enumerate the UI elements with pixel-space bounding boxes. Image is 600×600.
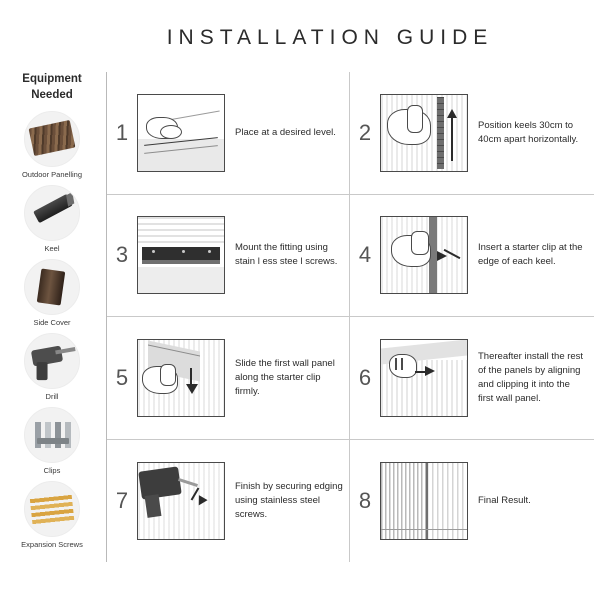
step-number: 4: [358, 242, 372, 268]
equipment-item-side-cover: [0, 259, 104, 327]
slide-panel-illustration: [137, 339, 225, 417]
expansion-screws-icon: [24, 481, 80, 537]
step-8: [350, 440, 593, 563]
equipment-item-clips: [0, 407, 104, 475]
equipment-item-keel: [0, 185, 104, 253]
step-text: Thereafter install the rest of the panels by aligning and clipping it into the first wall panel.: [478, 351, 584, 404]
step-text: Final Result.: [478, 494, 531, 506]
step-number: 6: [358, 364, 372, 390]
drill-icon: [24, 333, 80, 389]
keel-spacing-illustration: [380, 94, 468, 172]
steps-row: [107, 317, 594, 440]
equipment-heading-line2: Needed: [31, 88, 73, 101]
step-text: Place at a desired level.: [235, 126, 336, 138]
step-number: 7: [115, 487, 129, 513]
panelling-icon: [24, 111, 80, 167]
step-number: 2: [358, 119, 372, 145]
step-3: [107, 195, 350, 317]
side-cover-icon: [24, 259, 80, 315]
step-number: 1: [115, 119, 129, 145]
equipment-item-drill: [0, 333, 104, 401]
equipment-panel: [0, 72, 104, 553]
clips-icon: [24, 407, 80, 463]
step-text: Mount the fitting using stain l ess stee l screws.: [235, 242, 338, 268]
step-number: 5: [115, 364, 129, 390]
mount-fitting-illustration: [137, 216, 225, 294]
equipment-item-label: Keel: [44, 244, 60, 254]
step-text: Position keels 30cm to 40cm apart horizontally.: [478, 119, 579, 145]
equipment-item-outdoor-panelling: [0, 111, 104, 179]
step-1: [107, 72, 350, 194]
equipment-heading-line1: Equipment: [22, 73, 82, 85]
equipment-item-expansion-screws: [0, 481, 104, 549]
step-7: [107, 440, 350, 563]
equipment-item-label: Side Cover: [33, 318, 71, 328]
final-result-illustration: [380, 462, 468, 540]
equipment-item-label: Expansion Screws: [21, 540, 83, 550]
equipment-heading: [0, 72, 104, 103]
install-remaining-panels-illustration: [380, 339, 468, 417]
page-title: INSTALLATION GUIDE: [166, 26, 494, 49]
starter-clip-illustration: [380, 216, 468, 294]
steps-row: [107, 72, 594, 195]
equipment-item-label: Drill: [45, 392, 59, 402]
step-text: Finish by securing edging using stainless steel screws.: [235, 481, 343, 520]
keel-icon: [24, 185, 80, 241]
step-2: [350, 72, 593, 194]
step-5: [107, 317, 350, 439]
step-6: [350, 317, 593, 439]
equipment-item-label: Outdoor Panelling: [21, 170, 83, 180]
step-text: Insert a starter clip at the edge of each keel.: [478, 242, 583, 268]
secure-edging-illustration: [137, 462, 225, 540]
level-placement-illustration: [137, 94, 225, 172]
equipment-item-label: Clips: [43, 466, 61, 476]
step-text: Slide the first wall panel along the starter clip firmly.: [235, 358, 335, 397]
steps-row: [107, 440, 594, 563]
steps-row: [107, 195, 594, 318]
step-number: 3: [115, 242, 129, 268]
steps-grid: [107, 72, 594, 562]
step-number: 8: [358, 487, 372, 513]
step-4: [350, 195, 593, 317]
